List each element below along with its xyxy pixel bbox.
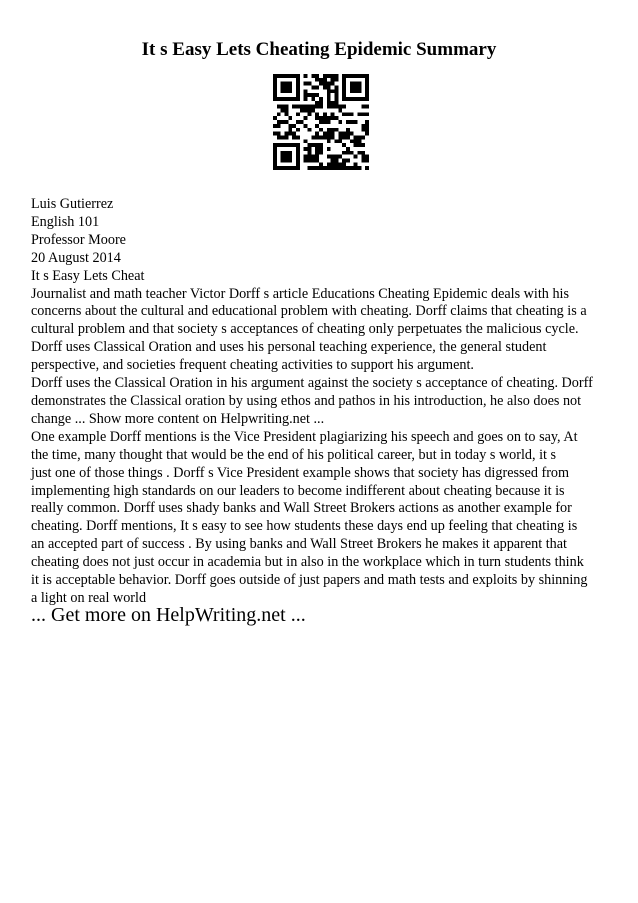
professor-name: Professor Moore: [31, 231, 126, 248]
paragraph-2-line: change ... Show more content on Helpwriting.net ...: [31, 410, 325, 427]
document-title: It s Easy Lets Cheating Epidemic Summary: [141, 39, 497, 60]
paragraph-3-line: a light on real world: [31, 589, 147, 606]
paragraph-3-line: the time, many thought that would be the end of his political career, but in today s world, it s: [31, 446, 557, 463]
paragraph-1-line: Dorff uses Classical Oration and uses his personal teaching experience, the general student: [31, 339, 547, 356]
author-name: Luis Gutierrez: [31, 196, 114, 212]
paragraph-3-line: just one of those things . Dorff s Vice President example shows that society has digressed from: [31, 464, 570, 481]
essay-title: It s Easy Lets Cheat: [31, 267, 145, 284]
paragraph-1-line: perspective, and societies frequent cheating activities to support his argument.: [31, 357, 474, 374]
qr-code: [273, 74, 369, 170]
document-body: [31, 196, 611, 608]
paragraph-2-line: demonstrates the Classical oration by using ethos and pathos in his introduction, he also does not: [31, 392, 582, 409]
get-more-link[interactable]: ... Get more on HelpWriting.net ...: [31, 604, 306, 626]
paragraph-1-line: Journalist and math teacher Victor Dorff s article Educations Cheating Epidemic deals with his: [31, 285, 569, 302]
paragraph-1-line: concerns about the cultural and educational problem with cheating. Dorff claims that cheating is a: [31, 303, 587, 320]
document-date: 20 August 2014: [31, 249, 121, 266]
paragraph-1-line: cultural problem and that society s acceptances of cheating only perpetuates the malicious cycle.: [31, 321, 579, 338]
paragraph-3-line: really common. Dorff uses shady banks and Wall Street Brokers actions as another example for: [31, 500, 572, 517]
paragraph-3-line: cheating. Dorff mentions, It s easy to see how students these days end up feeling that cheating is: [31, 518, 578, 535]
paragraph-3-line: One example Dorff mentions is the Vice President plagiarizing his speech and goes on to say, At: [31, 428, 578, 445]
paragraph-2-line: Dorff uses the Classical Oration in his argument against the society s acceptance of cheating. Dorff: [31, 375, 593, 392]
paragraph-3-line: implementing high standards on our leaders to become indifferent about cheating because it is: [31, 482, 565, 499]
paragraph-3-line: cheating does not just occur in academia but in also in the workplace which in turn students think: [31, 554, 584, 571]
paragraph-3-line: an accepted part of success . By using banks and Wall Street Brokers he makes it apparent that: [31, 536, 567, 553]
paragraph-3-line: it is acceptable behavior. Dorff goes outside of just papers and math tests and exploits by shinning: [31, 572, 588, 589]
course-name: English 101: [31, 213, 100, 230]
